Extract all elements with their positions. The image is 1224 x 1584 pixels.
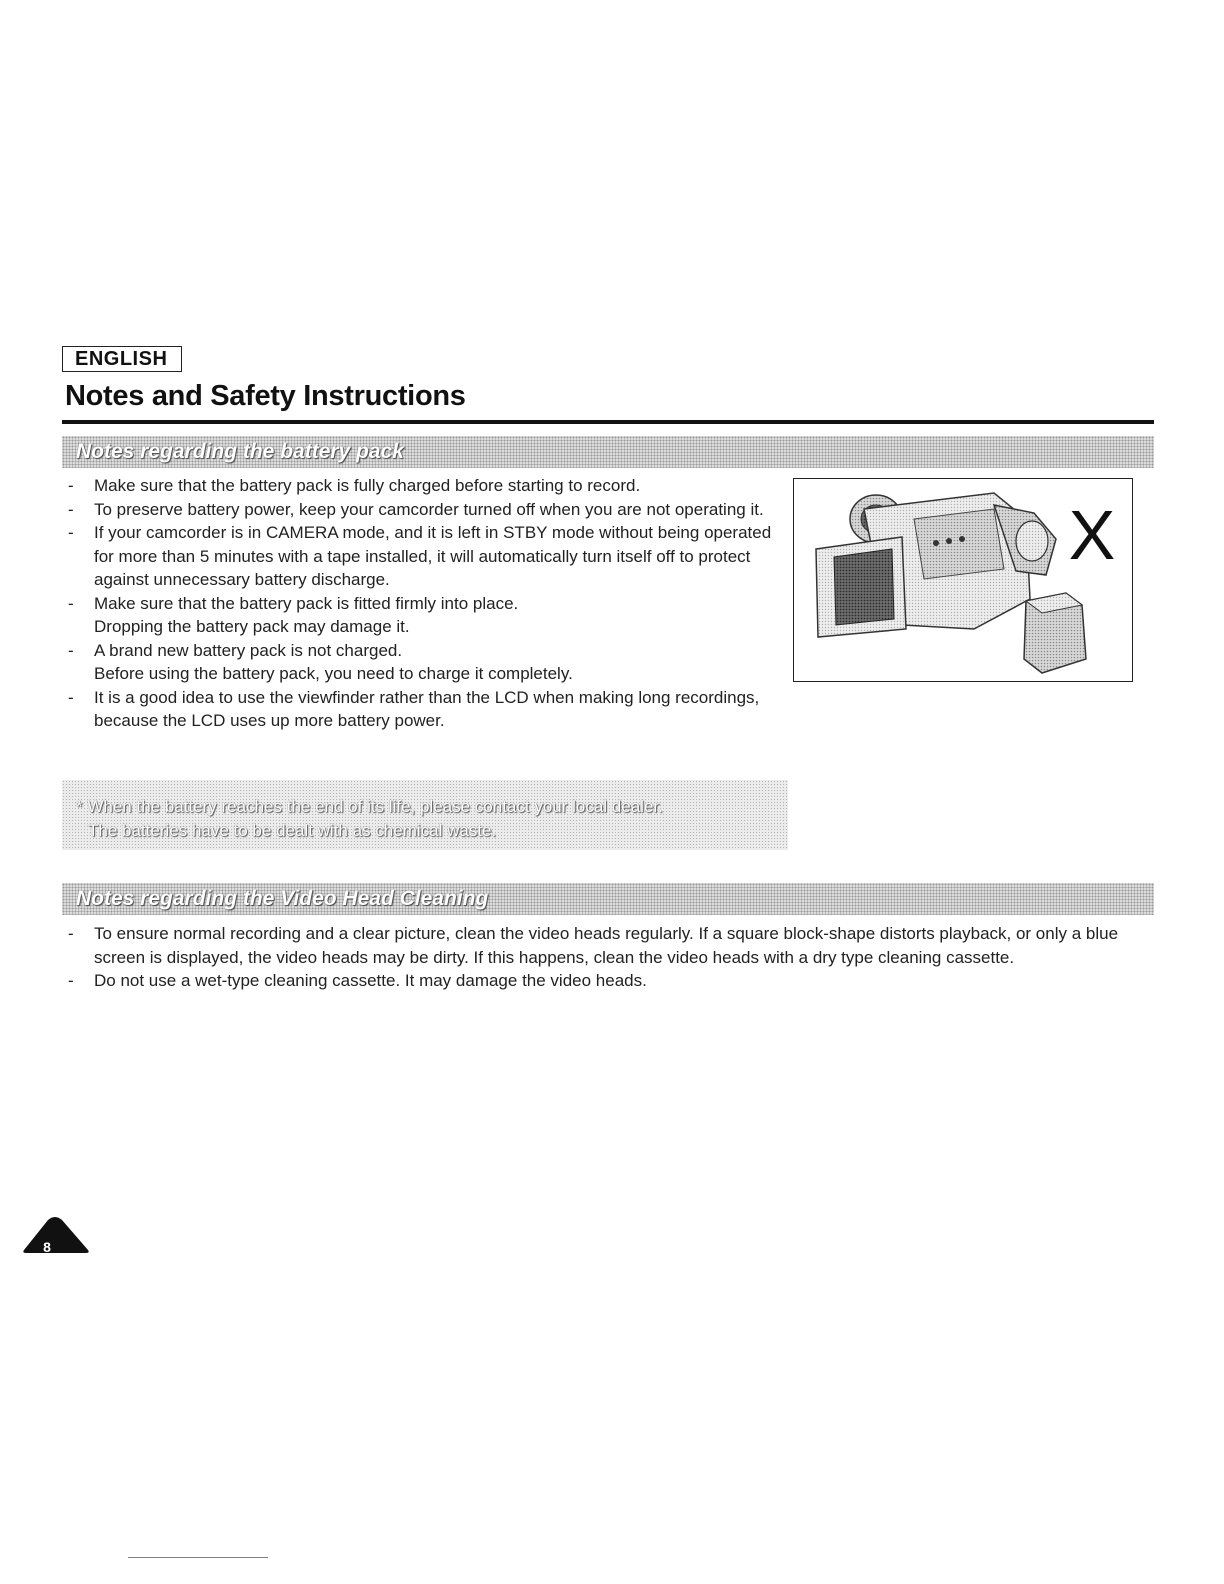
list-item-text: To ensure normal recording and a clear picture, clean the video heads regularly. If a square block-shape distorts playback, or only a blue screen is displayed, the video heads may be dirty. If this happens, clean the video heads with a dry type cleaning cassette. <box>94 924 1119 967</box>
page-title: Notes and Safety Instructions <box>65 380 466 412</box>
list-item-text: If your camcorder is in CAMERA mode, and it is left in STBY mode without being operated for more than 5 minutes with a tape installed, it will automatically turn itself off to protect against unnecessary battery discharge. <box>94 523 772 589</box>
battery-notes-list <box>62 474 782 733</box>
section-heading-battery: Notes regarding the battery pack <box>76 440 404 463</box>
list-item <box>62 969 1152 993</box>
list-item <box>62 686 782 733</box>
list-item <box>62 498 782 522</box>
list-item <box>62 474 782 498</box>
note-line: * When the battery reaches the end of its life, please contact your local dealer. <box>76 797 663 816</box>
list-item-text: To preserve battery power, keep your camcorder turned off when you are not operating it. <box>94 499 764 519</box>
language-badge: ENGLISH <box>62 346 182 372</box>
list-item <box>62 592 782 639</box>
page-number: 8 <box>43 1239 51 1255</box>
camcorder-illustration <box>793 478 1133 682</box>
list-item-text: Do not use a wet-type cleaning cassette. It may damage the video heads. <box>94 971 647 990</box>
list-item-subtext: Dropping the battery pack may damage it. <box>94 617 410 636</box>
list-item-text: Make sure that the battery pack is fitted firmly into place. <box>94 593 519 613</box>
section-heading-cleaning: Notes regarding the Video Head Cleaning <box>76 887 489 910</box>
list-item <box>62 639 782 686</box>
title-divider <box>62 420 1154 424</box>
footer-divider <box>128 1557 268 1558</box>
list-item-subtext: Before using the battery pack, you need to charge it completely. <box>94 664 573 683</box>
list-item <box>62 922 1152 969</box>
section-header-battery <box>62 436 1154 468</box>
note-line: The batteries have to be dealt with as chemical waste. <box>88 821 497 840</box>
camcorder-dropping-battery-icon <box>794 479 1132 681</box>
battery-disposal-note <box>62 780 788 850</box>
figure-x-mark: X <box>1068 496 1116 574</box>
list-item-text: Make sure that the battery pack is fully charged before starting to record. <box>94 476 641 495</box>
list-item-text: It is a good idea to use the viewfinder rather than the LCD when making long recordings, because the LCD uses up more battery power. <box>94 687 760 730</box>
list-item <box>62 521 782 592</box>
section-header-cleaning <box>62 883 1154 915</box>
list-item-text: A brand new battery pack is not charged. <box>94 640 403 660</box>
cleaning-notes-list <box>62 922 1152 993</box>
